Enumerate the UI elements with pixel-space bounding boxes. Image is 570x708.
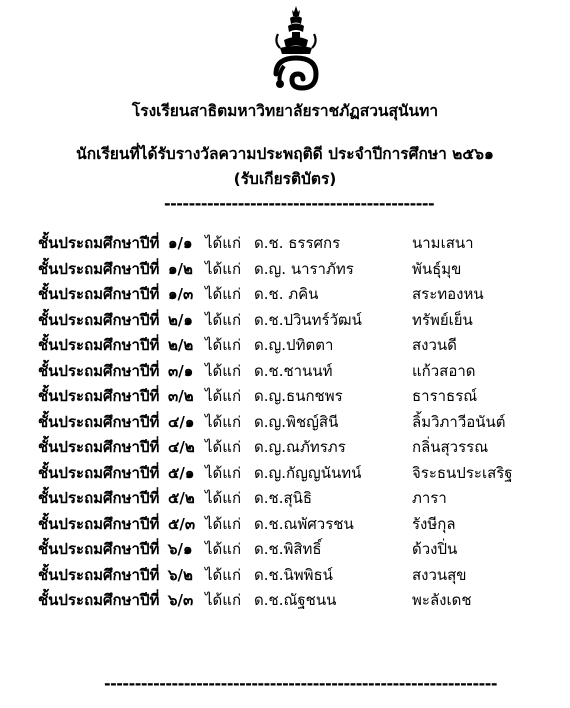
classroom-number: ๑/๒ xyxy=(168,259,193,278)
student-last-name: ธาราธรณ์ xyxy=(412,387,478,405)
student-first-name: ด.ญ.ณภัทรภร xyxy=(254,438,346,456)
student-first-name: ด.ช. ธรรศกร xyxy=(254,234,341,252)
awardee-row xyxy=(0,282,570,307)
student-last-name: ทรัพย์เย็น xyxy=(412,310,473,329)
student-last-name: รังษีกุล xyxy=(412,514,456,533)
classroom-number: ๕/๓ xyxy=(168,514,196,533)
grade-label: ชั้นประถมศึกษาปีที่ xyxy=(38,591,160,609)
student-last-name: จิระธนประเสริฐ xyxy=(412,463,513,482)
recipient-label: ได้แก่ xyxy=(205,438,242,456)
recipient-label: ได้แก่ xyxy=(205,540,242,558)
grade-label: ชั้นประถมศึกษาปีที่ xyxy=(38,310,160,329)
awardee-row xyxy=(0,461,570,486)
recipient-label: ได้แก่ xyxy=(205,387,242,405)
student-first-name: ด.ช.ปวินทร์วัฒน์ xyxy=(254,310,362,329)
classroom-number: ๕/๒ xyxy=(168,489,195,507)
recipient-label: ได้แก่ xyxy=(205,285,242,303)
classroom-number: ๓/๑ xyxy=(168,361,194,380)
student-first-name: ด.ช.สุนิธิ xyxy=(254,489,313,507)
student-first-name: ด.ญ.พิชญ์สินี xyxy=(254,412,339,431)
grade-label: ชั้นประถมศึกษาปีที่ xyxy=(38,259,160,278)
student-first-name: ด.ช.พิสิทธิ์ xyxy=(254,540,322,558)
student-last-name: พันธุ์มุข xyxy=(412,259,462,278)
student-first-name: ด.ญ.ปทิตตา xyxy=(254,336,334,354)
classroom-number: ๕/๑ xyxy=(168,463,195,482)
awardee-row xyxy=(0,588,570,613)
classroom-number: ๔/๒ xyxy=(168,438,195,456)
classroom-number: ๖/๑ xyxy=(168,540,193,558)
recipient-label: ได้แก่ xyxy=(205,463,242,482)
awardee-row xyxy=(0,308,570,333)
student-first-name: ด.ช. ภคิน xyxy=(254,285,319,303)
grade-label: ชั้นประถมศึกษาปีที่ xyxy=(38,234,160,252)
awardee-row xyxy=(0,384,570,409)
grade-label: ชั้นประถมศึกษาปีที่ xyxy=(38,285,160,303)
student-last-name: ด้วงปิ่น xyxy=(412,540,458,558)
classroom-number: ๓/๒ xyxy=(168,387,194,405)
grade-label: ชั้นประถมศึกษาปีที่ xyxy=(38,336,160,354)
award-title: นักเรียนที่ได้รับรางวัลความประพฤติดี ประจำปีการศึกษา ๒๕๖๑ xyxy=(76,145,494,163)
student-first-name: ด.ญ. นาราภัทร xyxy=(254,259,354,278)
awardee-row xyxy=(0,435,570,460)
student-first-name: ด.ช.ณัฐชนน xyxy=(254,591,337,609)
awardee-row xyxy=(0,231,570,256)
grade-label: ชั้นประถมศึกษาปีที่ xyxy=(38,387,160,405)
recipient-label: ได้แก่ xyxy=(205,234,242,252)
recipient-label: ได้แก่ xyxy=(205,361,242,380)
awardee-row xyxy=(0,359,570,384)
recipient-label: ได้แก่ xyxy=(205,310,242,329)
student-last-name: นามเสนา xyxy=(412,234,474,252)
school-name: โรงเรียนสาธิตมหาวิทยาลัยราชภัฏสวนสุนันทา xyxy=(131,102,439,120)
student-last-name: สงวนสุข xyxy=(412,565,467,584)
student-first-name: ด.ญ.ธนกชพร xyxy=(254,387,343,405)
bottom-divider: ---------------------------------------------------------------- xyxy=(104,674,497,693)
grade-label: ชั้นประถมศึกษาปีที่ xyxy=(38,540,160,558)
student-last-name: สระทองหน xyxy=(412,285,484,303)
student-last-name: กลิ่นสุวรรณ xyxy=(412,438,489,456)
classroom-number: ๑/๓ xyxy=(168,285,194,303)
student-last-name: แก้วสอาด xyxy=(412,361,476,380)
grade-label: ชั้นประถมศึกษาปีที่ xyxy=(38,361,160,380)
student-first-name: ด.ช.ณพัศวรชน xyxy=(254,514,354,533)
recipient-label: ได้แก่ xyxy=(205,336,242,354)
classroom-number: ๒/๒ xyxy=(168,336,194,354)
student-first-name: ด.ญ.กัญญนันทน์ xyxy=(254,463,362,482)
recipient-label: ได้แก่ xyxy=(205,412,242,431)
recipient-label: ได้แก่ xyxy=(205,259,242,278)
grade-label: ชั้นประถมศึกษาปีที่ xyxy=(38,438,160,456)
classroom-number: ๔/๑ xyxy=(168,412,195,431)
recipient-label: ได้แก่ xyxy=(205,591,242,609)
grade-label: ชั้นประถมศึกษาปีที่ xyxy=(38,412,160,431)
awardee-row xyxy=(0,486,570,511)
grade-label: ชั้นประถมศึกษาปีที่ xyxy=(38,565,160,584)
award-subtitle: (รับเกียรติบัตร) xyxy=(233,170,337,188)
recipient-label: ได้แก่ xyxy=(205,565,242,584)
school-emblem-logo xyxy=(266,4,326,92)
awardee-row xyxy=(0,257,570,282)
student-last-name: พะลังเดช xyxy=(412,591,472,609)
classroom-number: ๖/๒ xyxy=(168,565,193,584)
student-first-name: ด.ช.นิพพิธน์ xyxy=(254,565,333,584)
classroom-number: ๑/๑ xyxy=(168,234,193,252)
awardee-row xyxy=(0,563,570,588)
grade-label: ชั้นประถมศึกษาปีที่ xyxy=(38,514,160,533)
recipient-label: ได้แก่ xyxy=(205,489,242,507)
student-first-name: ด.ช.ชานนท์ xyxy=(254,361,333,380)
grade-label: ชั้นประถมศึกษาปีที่ xyxy=(38,463,160,482)
top-divider: -------------------------------------------- xyxy=(164,194,435,213)
student-last-name: สงวนดี xyxy=(412,336,457,354)
student-last-name: ภารา xyxy=(412,489,447,507)
recipient-label: ได้แก่ xyxy=(205,514,242,533)
awardee-row xyxy=(0,333,570,358)
student-last-name: ลิ้มวิภาวีอนันต์ xyxy=(412,412,506,431)
grade-label: ชั้นประถมศึกษาปีที่ xyxy=(38,489,160,507)
awardee-row xyxy=(0,537,570,562)
awardee-row xyxy=(0,512,570,537)
classroom-number: ๒/๑ xyxy=(168,310,193,329)
awardee-row xyxy=(0,410,570,435)
classroom-number: ๖/๓ xyxy=(168,591,194,609)
